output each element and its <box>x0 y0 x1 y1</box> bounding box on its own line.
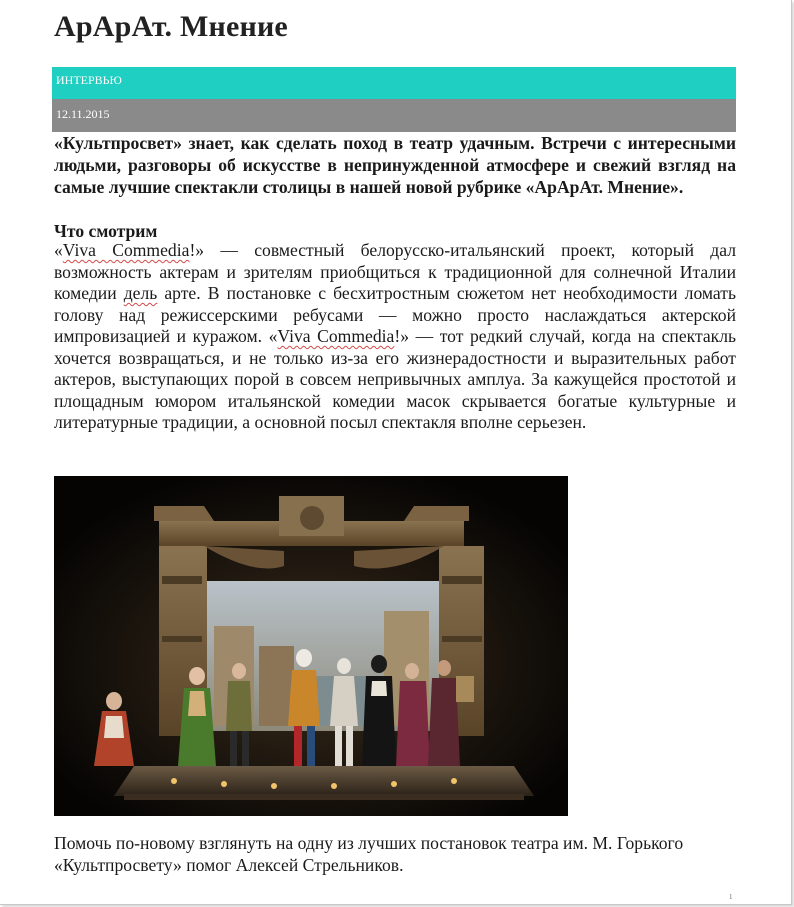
spellcheck-word: Viva Commedia <box>62 240 190 260</box>
text-run: арте. В постановке с бесхитростным сюжетом нет необходимости ломать голову над режиссерскими ребусами — можно просто наслаждаться актерской импровизацией и куражом. « <box>54 283 736 346</box>
spellcheck-word: дель <box>123 283 158 303</box>
document-title: АрАрАт. Мнение <box>54 10 288 43</box>
category-label: ИНТЕРВЬЮ <box>56 73 122 87</box>
lead-paragraph: «Культпросвет» знает, как сделать поход в театр удачным. Встречи с интересными людьми, разговоры об искусстве в непринужденной атмосфере и свежий взгляд на самые лучшие спектакли столицы в нашей новой рубрике «АрАрАт. Мнение». <box>54 133 736 197</box>
date-label: 12.11.2015 <box>56 107 110 121</box>
page-number: 1 <box>729 893 733 901</box>
section-heading: Что смотрим <box>54 221 158 241</box>
date-band <box>52 99 736 132</box>
text-run: !» — совместный белорусско-итальянский проект, который дал возможность актерам и зрителям приобщиться к традиционной для солнечной Италии комедии <box>54 240 736 303</box>
spellcheck-word: Viva Commedia <box>277 326 395 346</box>
stage-scene-image <box>54 476 568 816</box>
body-paragraph <box>54 240 736 434</box>
category-band <box>52 67 736 99</box>
photo-caption: Помочь по-новому взглянуть на одну из лучших постановок театра им. М. Горького «Культпросвету» помог Алексей Стрельников. <box>54 833 684 875</box>
text-run: !» — тот редкий случай, когда на спектакль хочется возвращаться, и не только из-за его жизнерадостности и выразительных работ актеров, выступающих порой в совсем непривычных амплуа. За кажущейся простотой и площадным юмором итальянской комедии масок скрывается богатые культурные и литературные традиции, а основной посыл спектакля вполне серьезен. <box>54 326 737 432</box>
text-run: « <box>54 240 63 260</box>
theatre-stage-photo <box>54 476 568 816</box>
